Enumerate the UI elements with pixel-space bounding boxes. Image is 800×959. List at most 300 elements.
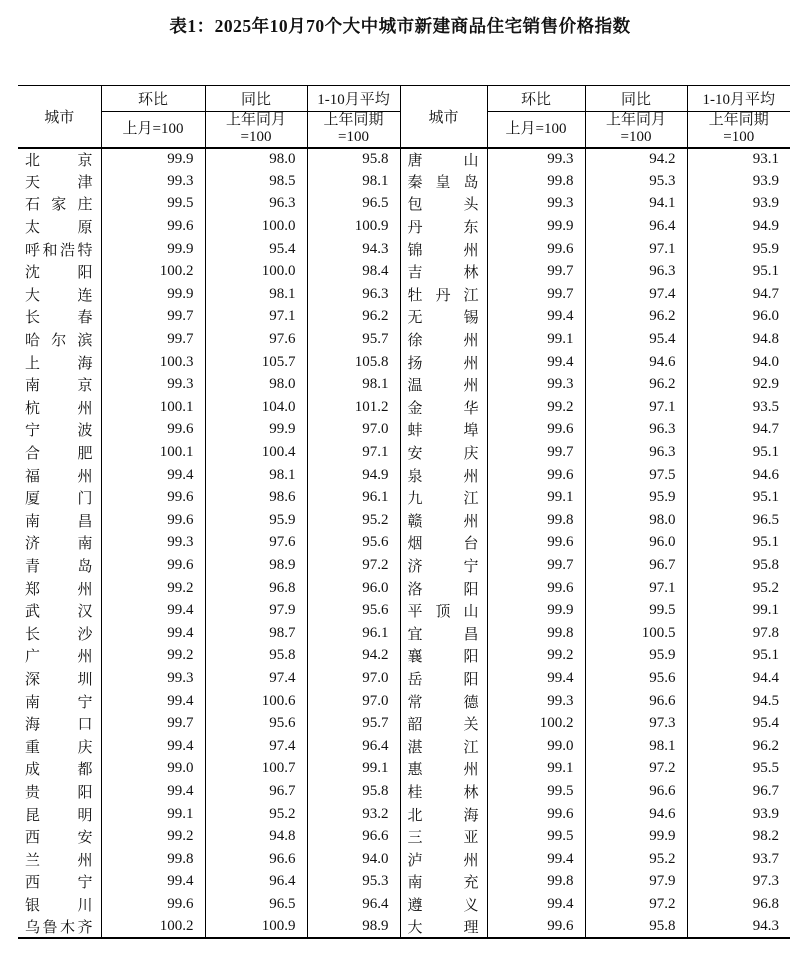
city-name: 温 州	[407, 378, 479, 395]
mom-value-cell: 99.6	[101, 509, 205, 532]
table-row	[18, 396, 790, 419]
city-cell	[400, 260, 487, 283]
city-cell	[400, 577, 487, 600]
city-cell	[400, 735, 487, 758]
city-cell	[18, 441, 101, 464]
avg-value-cell: 105.8	[307, 351, 400, 374]
city-name: 昆 明	[25, 807, 93, 824]
yoy-value-cell: 96.0	[585, 532, 687, 555]
price-index-table	[18, 85, 790, 939]
table-body	[18, 148, 790, 939]
mom-value-cell: 99.4	[101, 780, 205, 803]
city-cell	[400, 351, 487, 374]
avg-value-cell: 95.1	[752, 647, 779, 664]
city-name: 石 家 庄	[25, 197, 93, 214]
city-cell	[18, 486, 101, 509]
yoy-value-cell: 96.5	[205, 893, 307, 916]
mom-value-cell: 99.7	[101, 712, 205, 735]
yoy-value-cell: 97.4	[205, 735, 307, 758]
mom-value-cell: 99.6	[101, 215, 205, 238]
city-name: 南 京	[25, 378, 93, 395]
table-row	[18, 758, 790, 781]
city-name: 惠 州	[407, 762, 479, 779]
city-cell	[400, 758, 487, 781]
city-name: 扬 州	[407, 355, 479, 372]
table-row	[18, 645, 790, 668]
yoy-value-cell: 94.8	[205, 825, 307, 848]
city-name: 海 口	[25, 717, 93, 734]
avg-value-cell: 95.9	[752, 240, 779, 257]
yoy-value-cell: 95.9	[585, 645, 687, 668]
city-name: 遵 义	[407, 897, 479, 914]
city-cell	[400, 690, 487, 713]
city-name: 吉 林	[407, 265, 479, 282]
city-name: 金 华	[407, 400, 479, 417]
avg-base-line2: =100	[723, 129, 755, 146]
avg-value-cell: 95.6	[307, 599, 400, 622]
mom-value-cell: 99.2	[487, 645, 585, 668]
table-row	[18, 690, 790, 713]
city-cell	[400, 464, 487, 487]
city-cell	[18, 396, 101, 419]
yoy-value-cell: 94.6	[585, 351, 687, 374]
city-name: 长 春	[25, 310, 93, 327]
mom-value-cell: 99.1	[487, 486, 585, 509]
city-cell	[18, 283, 101, 306]
avg-value-cell: 95.8	[307, 780, 400, 803]
header-city-right: 城市	[400, 86, 487, 148]
avg-value-cell: 99.1	[752, 602, 779, 619]
city-name: 济 宁	[407, 558, 479, 575]
city-cell	[18, 464, 101, 487]
city-name: 北 京	[25, 152, 93, 169]
table-header	[18, 86, 790, 148]
city-cell	[400, 532, 487, 555]
yoy-value-cell: 97.9	[205, 599, 307, 622]
table-row	[18, 735, 790, 758]
avg-value-cell: 94.4	[752, 669, 779, 686]
yoy-value-cell: 100.4	[205, 441, 307, 464]
city-cell	[400, 803, 487, 826]
city-cell	[400, 238, 487, 261]
city-cell	[400, 554, 487, 577]
yoy-value-cell: 95.8	[585, 916, 687, 939]
header-city-left: 城市	[18, 86, 101, 148]
city-cell	[18, 667, 101, 690]
city-name: 郑 州	[25, 581, 93, 598]
mom-value-cell: 99.6	[487, 916, 585, 939]
city-cell	[18, 373, 101, 396]
mom-value-cell: 99.8	[487, 871, 585, 894]
avg-value-cell: 94.7	[752, 421, 779, 438]
table-row	[18, 238, 790, 261]
city-cell	[400, 170, 487, 193]
city-cell	[18, 690, 101, 713]
mom-value-cell: 99.2	[487, 396, 585, 419]
yoy-value-cell: 97.1	[585, 238, 687, 261]
yoy-value-cell: 97.1	[205, 306, 307, 329]
yoy-value-cell: 97.1	[585, 577, 687, 600]
city-name: 烟 台	[407, 536, 479, 553]
table-row	[18, 712, 790, 735]
header-yoy-base-right	[585, 112, 687, 148]
yoy-value-cell: 98.1	[585, 735, 687, 758]
city-name: 赣 州	[407, 513, 479, 530]
mom-value-cell: 99.9	[487, 215, 585, 238]
yoy-value-cell: 104.0	[205, 396, 307, 419]
avg-value-cell: 94.3	[307, 238, 400, 261]
yoy-value-cell: 95.4	[205, 238, 307, 261]
yoy-value-cell: 96.6	[585, 780, 687, 803]
avg-value-cell: 97.8	[752, 624, 779, 641]
city-cell	[18, 916, 101, 939]
table-row	[18, 803, 790, 826]
avg-value-cell: 93.9	[752, 195, 779, 212]
city-name: 岳 阳	[407, 671, 479, 688]
yoy-value-cell: 100.9	[205, 916, 307, 939]
avg-value-cell: 93.9	[752, 172, 779, 189]
header-avg-left: 1-10月平均	[307, 86, 400, 112]
avg-value-cell: 94.8	[752, 331, 779, 348]
city-name: 唐 山	[407, 152, 479, 169]
city-name: 洛 阳	[407, 581, 479, 598]
yoy-value-cell: 96.3	[585, 260, 687, 283]
city-cell	[400, 486, 487, 509]
city-name: 湛 江	[407, 739, 479, 756]
mom-value-cell: 99.4	[101, 735, 205, 758]
city-name: 韶 关	[407, 717, 479, 734]
yoy-value-cell: 95.8	[205, 645, 307, 668]
mom-value-cell: 99.9	[101, 148, 205, 171]
yoy-value-cell: 96.2	[585, 373, 687, 396]
yoy-value-cell: 100.5	[585, 622, 687, 645]
mom-value-cell: 99.5	[487, 825, 585, 848]
city-cell	[400, 373, 487, 396]
yoy-value-cell: 95.6	[585, 667, 687, 690]
city-name: 南 昌	[25, 513, 93, 530]
yoy-value-cell: 98.5	[205, 170, 307, 193]
yoy-value-cell: 97.3	[585, 712, 687, 735]
mom-value-cell: 99.8	[487, 509, 585, 532]
yoy-value-cell: 96.7	[585, 554, 687, 577]
yoy-value-cell: 99.9	[585, 825, 687, 848]
city-cell	[18, 351, 101, 374]
city-name: 西 安	[25, 830, 93, 847]
mom-value-cell: 99.6	[487, 803, 585, 826]
avg-value-cell: 100.9	[307, 215, 400, 238]
yoy-value-cell: 98.6	[205, 486, 307, 509]
table-row	[18, 373, 790, 396]
table-row	[18, 532, 790, 555]
yoy-base-line2: =100	[620, 129, 652, 146]
avg-value-cell: 94.7	[752, 285, 779, 302]
avg-value-cell: 95.6	[307, 532, 400, 555]
city-cell	[18, 509, 101, 532]
avg-value-cell: 94.2	[307, 645, 400, 668]
city-cell	[400, 622, 487, 645]
city-name: 哈 尔 滨	[25, 333, 93, 350]
mom-value-cell: 99.1	[487, 758, 585, 781]
city-name: 徐 州	[407, 333, 479, 350]
city-cell	[18, 328, 101, 351]
yoy-value-cell: 97.2	[585, 758, 687, 781]
yoy-value-cell: 97.4	[205, 667, 307, 690]
city-cell	[400, 419, 487, 442]
yoy-value-cell: 96.6	[205, 848, 307, 871]
mom-value-cell: 99.6	[101, 893, 205, 916]
city-name: 大 连	[25, 287, 93, 304]
city-cell	[400, 712, 487, 735]
yoy-value-cell: 98.1	[205, 283, 307, 306]
avg-value-cell: 96.4	[307, 893, 400, 916]
yoy-value-cell: 95.3	[585, 170, 687, 193]
mom-value-cell: 99.4	[101, 690, 205, 713]
city-name: 泉 州	[407, 468, 479, 485]
city-cell	[18, 825, 101, 848]
mom-value-cell: 99.3	[487, 148, 585, 171]
city-name: 深 圳	[25, 671, 93, 688]
mom-value-cell: 99.3	[101, 170, 205, 193]
city-cell	[400, 893, 487, 916]
avg-value-cell: 95.5	[752, 760, 779, 777]
mom-value-cell: 100.1	[101, 396, 205, 419]
avg-value-cell: 93.1	[752, 150, 779, 167]
avg-value-cell: 93.5	[752, 398, 779, 415]
avg-value-cell: 95.8	[752, 556, 779, 573]
table-row	[18, 848, 790, 871]
avg-value-cell: 94.9	[307, 464, 400, 487]
avg-value-cell: 97.1	[307, 441, 400, 464]
table-row	[18, 599, 790, 622]
yoy-value-cell: 98.0	[205, 373, 307, 396]
table-row	[18, 916, 790, 939]
city-name: 天 津	[25, 174, 93, 191]
city-name: 杭 州	[25, 400, 93, 417]
city-name: 济 南	[25, 536, 93, 553]
city-cell	[400, 306, 487, 329]
mom-value-cell: 99.4	[487, 667, 585, 690]
avg-value-cell: 94.3	[752, 917, 779, 934]
table-row	[18, 306, 790, 329]
yoy-value-cell: 100.0	[205, 215, 307, 238]
city-name: 重 庆	[25, 739, 93, 756]
avg-value-cell: 95.4	[752, 715, 779, 732]
avg-value-cell: 96.8	[752, 895, 779, 912]
city-cell	[18, 193, 101, 216]
avg-value-cell: 92.9	[752, 376, 779, 393]
city-name: 平 顶 山	[407, 604, 479, 621]
yoy-base-line1: 上年同月	[605, 112, 666, 129]
yoy-value-cell: 96.3	[585, 441, 687, 464]
yoy-value-cell: 95.9	[585, 486, 687, 509]
mom-value-cell: 99.2	[101, 645, 205, 668]
avg-value-cell: 94.0	[307, 848, 400, 871]
table-row	[18, 780, 790, 803]
avg-value-cell: 98.1	[307, 170, 400, 193]
avg-value-cell: 99.1	[307, 758, 400, 781]
avg-value-cell: 97.0	[307, 690, 400, 713]
table-row	[18, 486, 790, 509]
avg-value-cell: 96.2	[307, 306, 400, 329]
avg-value-cell: 95.8	[307, 148, 400, 171]
mom-value-cell: 99.3	[487, 373, 585, 396]
mom-value-cell: 99.2	[101, 825, 205, 848]
mom-value-cell: 99.0	[101, 758, 205, 781]
yoy-value-cell: 97.2	[585, 893, 687, 916]
city-cell	[400, 599, 487, 622]
header-avg-base-left	[307, 112, 400, 148]
table-row	[18, 667, 790, 690]
city-name: 青 岛	[25, 558, 93, 575]
avg-value-cell: 96.1	[307, 622, 400, 645]
city-cell	[400, 848, 487, 871]
city-name: 宜 昌	[407, 626, 479, 643]
avg-value-cell: 98.4	[307, 260, 400, 283]
yoy-value-cell: 97.9	[585, 871, 687, 894]
city-cell	[400, 328, 487, 351]
city-name: 九 江	[407, 491, 479, 508]
mom-value-cell: 100.3	[101, 351, 205, 374]
city-name: 牡 丹 江	[407, 287, 479, 304]
mom-value-cell: 99.3	[101, 532, 205, 555]
avg-value-cell: 93.7	[752, 850, 779, 867]
city-cell	[18, 712, 101, 735]
yoy-value-cell: 95.2	[585, 848, 687, 871]
city-cell	[400, 916, 487, 939]
yoy-value-cell: 95.4	[585, 328, 687, 351]
header-mom-right: 环比	[487, 86, 585, 112]
city-cell	[18, 215, 101, 238]
avg-base-line1: 上年同期	[323, 112, 384, 129]
avg-value-cell: 97.0	[307, 419, 400, 442]
mom-value-cell: 99.2	[101, 577, 205, 600]
mom-value-cell: 99.5	[101, 193, 205, 216]
table-row	[18, 283, 790, 306]
table-row	[18, 871, 790, 894]
avg-value-cell: 97.2	[307, 554, 400, 577]
avg-value-cell: 98.2	[752, 828, 779, 845]
city-cell	[18, 554, 101, 577]
yoy-value-cell: 96.6	[585, 690, 687, 713]
city-cell	[400, 509, 487, 532]
city-name: 武 汉	[25, 604, 93, 621]
yoy-value-cell: 94.2	[585, 148, 687, 171]
city-name: 包 头	[407, 197, 479, 214]
page-title: 表1：2025年10月70个大中城市新建商品住宅销售价格指数	[169, 16, 631, 36]
avg-value-cell: 95.7	[307, 712, 400, 735]
avg-value-cell: 95.1	[752, 534, 779, 551]
city-name: 沈 阳	[25, 265, 93, 282]
city-cell	[400, 825, 487, 848]
mom-value-cell: 99.3	[487, 193, 585, 216]
city-name: 北 海	[407, 807, 479, 824]
avg-value-cell: 93.2	[307, 803, 400, 826]
mom-value-cell: 99.1	[101, 803, 205, 826]
avg-value-cell: 96.7	[752, 782, 779, 799]
city-name: 泸 州	[407, 852, 479, 869]
avg-value-cell: 95.2	[307, 509, 400, 532]
avg-value-cell: 97.0	[307, 667, 400, 690]
table-row	[18, 893, 790, 916]
city-cell	[18, 893, 101, 916]
avg-value-cell: 96.2	[752, 737, 779, 754]
mom-value-cell: 100.2	[101, 260, 205, 283]
table-row	[18, 148, 790, 171]
mom-value-cell: 99.6	[487, 238, 585, 261]
avg-value-cell: 96.5	[752, 511, 779, 528]
mom-value-cell: 100.1	[101, 441, 205, 464]
yoy-value-cell: 100.6	[205, 690, 307, 713]
city-cell	[400, 148, 487, 171]
yoy-base-line1: 上年同月	[225, 112, 286, 129]
city-cell	[18, 306, 101, 329]
avg-value-cell: 93.9	[752, 805, 779, 822]
header-yoy-base-left	[205, 112, 307, 148]
city-name: 成 都	[25, 762, 93, 779]
city-cell	[18, 577, 101, 600]
city-cell	[400, 645, 487, 668]
header-avg-right: 1-10月平均	[687, 86, 790, 112]
city-name: 呼 和 浩 特	[25, 242, 93, 259]
table-row	[18, 419, 790, 442]
city-cell	[400, 441, 487, 464]
city-cell	[18, 803, 101, 826]
header-row-1	[18, 86, 790, 112]
mom-value-cell: 99.7	[487, 554, 585, 577]
avg-value-cell: 98.9	[307, 916, 400, 939]
city-name: 桂 林	[407, 784, 479, 801]
yoy-value-cell: 98.0	[585, 509, 687, 532]
mom-value-cell: 99.3	[101, 373, 205, 396]
avg-value-cell: 94.6	[752, 466, 779, 483]
mom-value-cell: 99.8	[101, 848, 205, 871]
city-name: 乌 鲁 木 齐	[25, 919, 93, 936]
yoy-value-cell: 96.4	[205, 871, 307, 894]
mom-value-cell: 99.7	[487, 441, 585, 464]
city-name: 合 肥	[25, 446, 93, 463]
mom-value-cell: 99.9	[487, 599, 585, 622]
yoy-value-cell: 98.0	[205, 148, 307, 171]
yoy-value-cell: 97.4	[585, 283, 687, 306]
yoy-value-cell: 99.9	[205, 419, 307, 442]
yoy-value-cell: 96.7	[205, 780, 307, 803]
table-row	[18, 825, 790, 848]
city-cell	[18, 238, 101, 261]
mom-value-cell: 99.8	[487, 622, 585, 645]
yoy-value-cell: 97.6	[205, 532, 307, 555]
table-row	[18, 215, 790, 238]
yoy-value-cell: 99.5	[585, 599, 687, 622]
city-cell	[18, 780, 101, 803]
mom-value-cell: 99.4	[101, 599, 205, 622]
avg-value-cell: 95.3	[307, 871, 400, 894]
city-name: 厦 门	[25, 491, 93, 508]
mom-value-cell: 99.6	[101, 554, 205, 577]
yoy-value-cell: 94.1	[585, 193, 687, 216]
mom-value-cell: 99.4	[487, 306, 585, 329]
mom-value-cell: 99.7	[487, 260, 585, 283]
city-cell	[18, 260, 101, 283]
avg-value-cell: 96.4	[307, 735, 400, 758]
mom-value-cell: 99.4	[101, 871, 205, 894]
city-cell	[18, 622, 101, 645]
city-cell	[18, 758, 101, 781]
mom-value-cell: 99.4	[487, 351, 585, 374]
city-name: 秦 皇 岛	[407, 174, 479, 191]
city-name: 上 海	[25, 355, 93, 372]
yoy-value-cell: 94.6	[585, 803, 687, 826]
mom-value-cell: 99.9	[101, 283, 205, 306]
